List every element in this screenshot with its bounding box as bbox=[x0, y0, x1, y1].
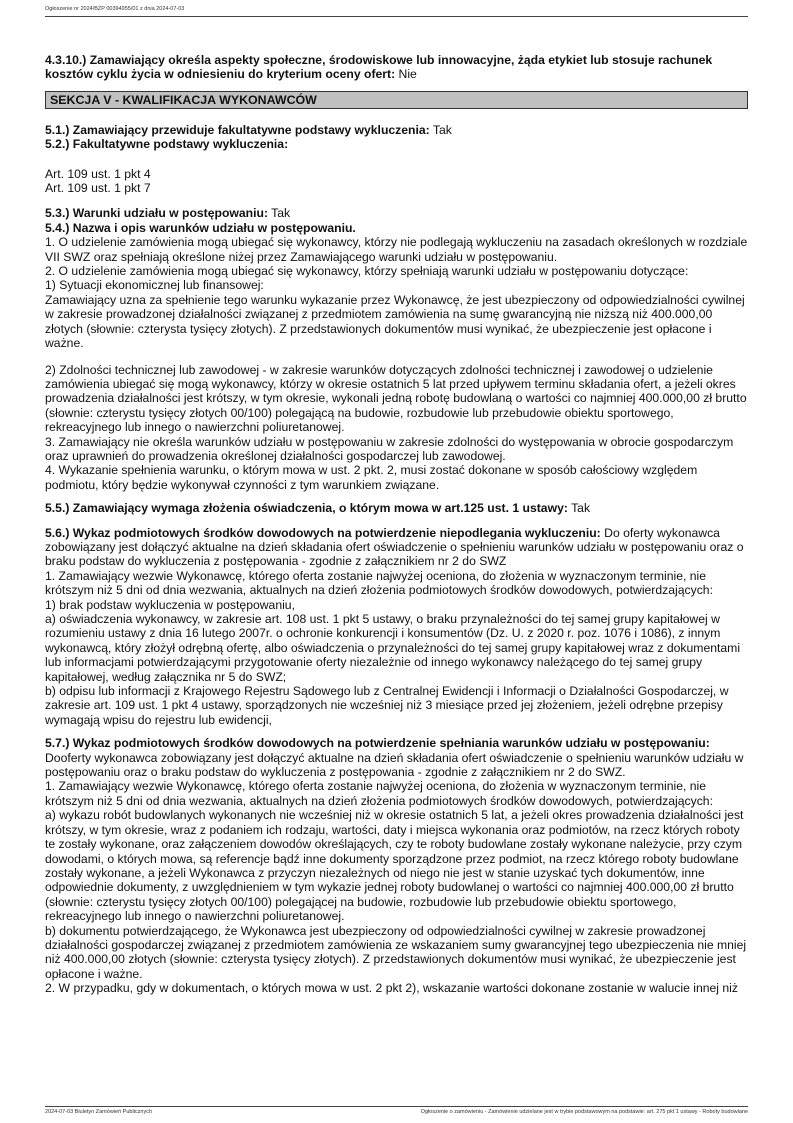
item-5-5-label: 5.5.) Zamawiający wymaga złożenia oświadczenia, o którym mowa w art.125 ust. 1 ustawy: bbox=[45, 501, 568, 516]
item-5-3 bbox=[45, 206, 750, 220]
section-v-title: SEKCJA V - KWALIFIKACJA WYKONAWCÓW bbox=[50, 92, 317, 107]
document-content bbox=[45, 53, 750, 996]
header-announcement-number: Ogłoszenie nr 2024/BZP 00394955/01 z dnia 2024-07-03 bbox=[45, 6, 185, 12]
section-v-header bbox=[45, 91, 748, 109]
item-5-6-line-2: 1) brak podstaw wykluczenia w postępowaniu, bbox=[45, 597, 295, 612]
item-5-5 bbox=[45, 501, 750, 515]
item-5-4-line-1: 1. O udzielenie zamówienia mogą ubiegać się wykonawcy, którzy nie podlegają wykluczeniu na zasadach określonych w rozdziale VII SWZ oraz spełniają określone niżej przez Zamawiającego warunki udziału w postępowaniu. bbox=[45, 235, 748, 264]
page-header bbox=[45, 5, 748, 17]
item-5-4 bbox=[45, 221, 750, 492]
item-5-4-label: 5.4.) Nazwa i opis warunków udziału w postępowaniu. bbox=[45, 220, 356, 235]
item-5-7-line-1: 1. Zamawiający wezwie Wykonawcę, którego oferta zostanie najwyżej oceniona, do złożenia w wyznaczonym terminie, nie krótszym niż 5 dni od dnia wezwania, aktualnych na dzień złożenia podmiotowych środków dowodowych, potwierdzających: bbox=[45, 779, 713, 808]
item-5-4-line-7: 4. Wykazanie spełnienia warunku, o którym mowa w ust. 2 pkt. 2, musi zostać dokonane w sposób całościowy względem podmiotu, który będzie wykonywał czynności z tym warunkiem związane. bbox=[45, 463, 698, 492]
item-5-7 bbox=[45, 736, 750, 995]
item-5-1-label: 5.1.) Zamawiający przewiduje fakultatywne podstawy wykluczenia: bbox=[45, 122, 430, 137]
item-5-6-line-4: b) odpisu lub informacji z Krajowego Rejestru Sądowego lub z Centralnej Ewidencji i Informacji o Działalności Gospodarczej, w zakresie art. 109 ust. 1 pkt 4 ustawy, sporządzonych nie wcześniej niż 3 miesiące przed jej złożeniem, jeżeli odrębne przepisy wymagają wpisu do rejestru lub ewidencji, bbox=[45, 684, 729, 727]
item-5-7-line-4: 2. W przypadku, gdy w dokumentach, o których mowa w ust. 2 pkt 2), wskazanie wartości dokonane zostanie w walucie innej niż bbox=[45, 981, 738, 996]
item-4-3-10 bbox=[45, 53, 750, 82]
item-5-4-line-2: 2. O udzielenie zamówienia mogą ubiegać się wykonawcy, którzy spełniają warunki udziału w postępowaniu dotyczące: bbox=[45, 264, 689, 279]
item-4-3-10-label: 4.3.10.) Zamawiający określa aspekty społeczne, środowiskowe lub innowacyjne, żąda etykiet lub stosuje rachunek kosztów cyklu życia w odniesieniu do kryterium oceny ofert: bbox=[45, 53, 713, 82]
item-5-4-line-5: 2) Zdolności technicznej lub zawodowej - w zakresie warunków dotyczących zdolności technicznej i zawodowej o udzielenie zamówienia ubiegać się mogą wykonawcy, którzy w okresie ostatnich 5 lat przed upływem terminu składania ofert, a jeżeli okres prowadzenia działalności jest krótszy, w tym okresie, wykonali jedną robotę budowlaną o wartości co najmniej 400.000,00 zł brutto (słownie: czterystu tysięcy złotych 00/100) polegającą na budowie, rozbudowie lub przebudowie obiektu sportowego, rekreacyjnego lub innego o nawierzchni poliuretanowej. bbox=[45, 362, 747, 435]
item-5-3-value: Tak bbox=[268, 206, 291, 221]
item-5-6 bbox=[45, 526, 750, 728]
item-5-7-line-2: a) wykazu robót budowlanych wykonanych nie wcześniej niż w okresie ostatnich 5 lat, a jeżeli okres prowadzenia działalności jest krótszy, w tym okresie, wraz z podaniem ich rodzaju, wartości, daty i miejsca wykonania oraz podmiotów, na rzecz których roboty te zostały wykonane, oraz załączeniem dowodów określających, czy te roboty budowlane zostały wykonane należycie, przy czym dowodami, o których mowa, są referencje bądź inne dokumenty sporządzone przez podmiot, na rzecz którego roboty budowlane zostały wykonane, a jeżeli Wykonawca z przyczyn niezależnych od niego nie jest w stanie uzyskać tych dokumentów, inne odpowiednie dokumenty, z uwzględnieniem w tym wykazie jednej roboty budowlanej o wartości co najmniej 400.000,00 zł brutto (słownie: czterystu tysięcy złotych 00/100) polegającej na budowie, rozbudowie lub przebudowie obiektu sportowego, rekreacyjnego lub innego o nawierzchni poliuretanowej. bbox=[45, 808, 744, 924]
item-5-5-value: Tak bbox=[567, 501, 591, 516]
item-5-4-line-6: 3. Zamawiający nie określa warunków udziału w postępowaniu w zakresie zdolności do występowania w obrocie gospodarczym oraz uprawnień do prowadzenia określonej działalności gospodarczej lub zawodowej. bbox=[45, 434, 734, 463]
item-5-6-line-1: 1. Zamawiający wezwie Wykonawcę, którego oferta zostanie najwyżej oceniona, do złożenia w wyznaczonym terminie, nie krótszym niż 5 dni od dnia wezwania, aktualnych na dzień złożenia podmiotowych środków dowodowych, potwierdzających: bbox=[45, 568, 713, 598]
footer-date-publication: 2024-07-03 Biuletyn Zamówień Publicznych bbox=[45, 1109, 153, 1115]
page-footer bbox=[45, 1106, 748, 1117]
item-5-6-heading bbox=[45, 526, 750, 569]
item-5-7-line-3: b) dokumentu potwierdzającego, że Wykonawca jest ubezpieczony od odpowiedzialności cywilnej w zakresie prowadzonej działalności gospodarczej związanej z przedmiotem zamówienia ze wskazaniem sumy gwarancyjnej tego ubezpieczenia nie mniej niż 400.000,00 złotych (słownie: czterysta tysięcy złotych). Z przedstawionych dokumentów musi wynikać, że ubezpieczenie jest opłacone i ważne. bbox=[45, 923, 747, 981]
item-5-4-line-3: 1) Sytuacji ekonomicznej lub finansowej: bbox=[45, 278, 264, 293]
item-5-1 bbox=[45, 123, 750, 137]
item-5-6-label: 5.6.) Wykaz podmiotowych środków dowodowych na potwierdzenie niepodlegania wykluczeniu: bbox=[45, 525, 601, 540]
item-5-2-article-1: Art. 109 ust. 1 pkt 4 bbox=[45, 166, 151, 181]
item-5-7-intro: Dooferty wykonawca zobowiązany jest dołączyć aktualne na dzień składania ofert oświadczenie o spełnieniu warunków udziału w postępowaniu oraz o braku podstaw do wykluczenia z postępowania - zgodnie z załącznikiem nr 2 do SWZ. bbox=[45, 750, 744, 780]
item-5-2-article-2: Art. 109 ust. 1 pkt 7 bbox=[45, 181, 151, 196]
item-4-3-10-value: Nie bbox=[395, 67, 417, 82]
item-5-6-line-3: a) oświadczenia wykonawcy, w zakresie art. 108 ust. 1 pkt 5 ustawy, o braku przynależności do tej samej grupy kapitałowej w rozumieniu ustawy z dnia 16 lutego 2007r. o ochronie konkurencji i konsumentów (Dz. U. z 2020 r. poz. 1076 i 1086), z innym wykonawcą, który złożył odrębną ofertę, albo oświadczenia o przynależności do tej samej grupy kapitałowej wraz z dokumentami lub informacjami potwierdzającymi przygotowanie oferty niezależnie od innego wykonawcy należącego do tej samej grupy kapitałowej, według załącznika nr 5 do SWZ; bbox=[45, 612, 741, 684]
item-5-7-heading bbox=[45, 736, 750, 779]
item-5-2-label: 5.2.) Fakultatywne podstawy wykluczenia: bbox=[45, 137, 289, 152]
footer-notice-type: Ogłoszenie o zamówieniu - Zamówienie udzielane jest w trybie podstawowym na podstawie: art. 275 pkt 1 ustawy - Roboty budowlane bbox=[420, 1109, 748, 1115]
item-5-6-intro: Do oferty wykonawca zobowiązany jest dołączyć aktualne na dzień składania ofert oświadczenie o spełnieniu warunków udziału w postępowaniu oraz o braku podstaw do wykluczenia z postępowania - zgodnie z załącznikiem nr 2 do SWZ bbox=[45, 525, 744, 569]
item-5-7-label: 5.7.) Wykaz podmiotowych środków dowodowych na potwierdzenie spełniania warunków udziału w postępowaniu: bbox=[45, 736, 710, 751]
item-5-4-line-4: Zamawiający uzna za spełnienie tego warunku wykazanie przez Wykonawcę, że jest ubezpieczony od odpowiedzialności cywilnej w zakresie prowadzonej działalności związanej z przedmiotem zamówienia na sumę gwarancyjną nie niższą niż 400.000,00 złotych (słownie: czterysta tysięcy złotych). Z przedstawionych dokumentów musi wynikać, że ubezpieczenie jest opłacone i ważne. bbox=[45, 292, 745, 351]
item-5-3-label: 5.3.) Warunki udziału w postępowaniu: bbox=[45, 206, 268, 221]
item-5-1-value: Tak bbox=[429, 122, 452, 137]
item-5-2 bbox=[45, 137, 750, 151]
item-5-4-gap bbox=[45, 351, 750, 363]
